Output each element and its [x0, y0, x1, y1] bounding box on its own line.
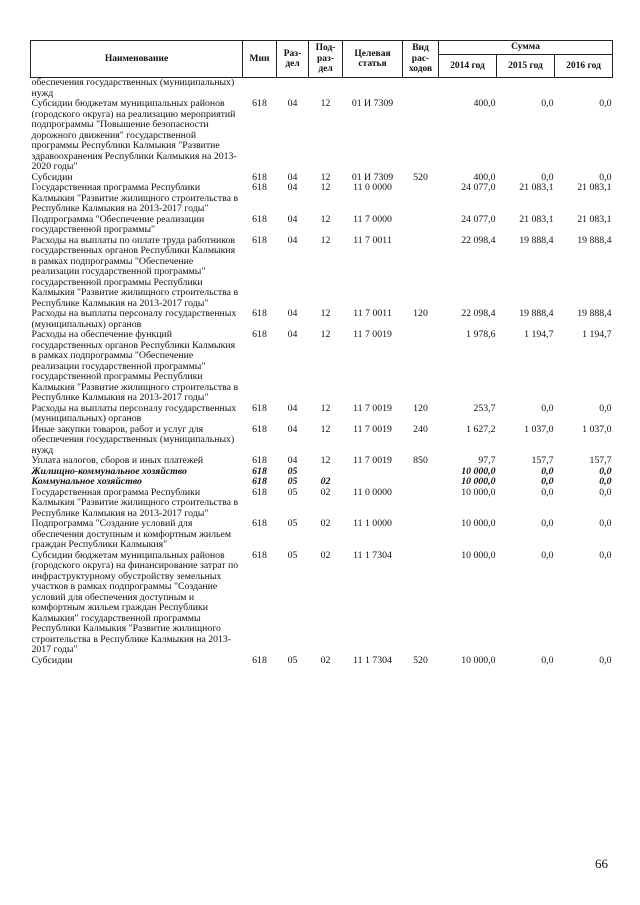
budget-table [30, 40, 613, 666]
row-vid [403, 488, 439, 520]
row-name: Субсидии бюджетам муниципальных районов (городского округа) на финансирование затрат по инфраструктурному обустройству земельных участков в рамках подпрограммы "Создание условий для обеспечения доступным и комфортным жильем граждан Республики Калмыкия" государственной программы Республики Калмыкия "Развитие жилищного строительства в Республике Калмыкия на 2013-2017 годы" [31, 549, 239, 655]
row-sum-2016: 0,0 [599, 98, 612, 109]
row-vid [403, 330, 439, 404]
row-target [343, 467, 403, 478]
row-sum-2016: 21 083,1 [577, 182, 612, 193]
row-name: Государственная программа Республики Калмыкия "Развитие жилищного строительства в Республике Калмыкия на 2013-2017 годы" [31, 486, 239, 519]
row-sum-2014: 22 098,4 [461, 234, 496, 246]
row-min: 618 [252, 654, 267, 666]
row-podrazdel: 12 [320, 234, 331, 246]
row-vid: 850 [413, 455, 428, 466]
row-razdel: 04 [287, 308, 298, 319]
row-razdel: 04 [287, 455, 298, 466]
row-sum-2015: 19 888,4 [519, 308, 554, 319]
row-name: Подпрограмма "Создание условий для обеспечения доступным и комфортным жильем граждан Республики Калмыкия" [31, 518, 232, 550]
table-row [31, 183, 613, 215]
row-sum-2016: 1 037,0 [582, 423, 612, 435]
row-podrazdel: 12 [320, 213, 331, 225]
row-vid: 520 [413, 654, 428, 666]
col-header-podrazdel: Под- раз- дел [309, 41, 343, 78]
row-sum-2014: 400,0 [473, 171, 496, 183]
table-row [31, 488, 613, 520]
row-sum-2014: 10 000,0 [461, 486, 496, 498]
row-sum-2016: 157,7 [589, 455, 612, 466]
row-sum-2016: 0,0 [599, 476, 612, 487]
col-header-razdel: Раз- дел [277, 41, 309, 78]
row-sum-2015: 1 037,0 [524, 423, 554, 435]
row-sum-2014: 10 000,0 [461, 465, 496, 477]
row-sum-2016: 0,0 [599, 171, 612, 183]
row-sum-2016 [555, 78, 613, 100]
row-name: Государственная программа Республики Калмыкия "Развитие жилищного строительства в Республике Калмыкия на 2013-2017 годы" [31, 182, 239, 214]
row-target: 11 7 0000 [353, 213, 392, 225]
row-target: 01 И 7309 [351, 171, 394, 183]
col-header-2015: 2015 год [497, 55, 555, 78]
row-sum-2016: 19 888,4 [577, 234, 612, 246]
row-min: 618 [252, 98, 267, 109]
row-sum-2016: 0,0 [599, 486, 612, 498]
row-vid [403, 78, 439, 100]
row-target: 11 0 0000 [353, 182, 392, 193]
row-min: 618 [252, 182, 267, 193]
row-razdel: 04 [287, 402, 298, 414]
row-name: Субсидии бюджетам муниципальных районов (городского округа) на реализацию мероприятий подпрограммы "Повышение безопасности дорожного движения" государственной программы Республики Калмыкия "Развитие здравоохранения Республики Калмыкия на 2013-2020 годы" [31, 98, 237, 172]
row-name: Субсидии [31, 654, 73, 666]
row-sum-2014: 400,0 [473, 98, 496, 109]
row-podrazdel: 12 [320, 329, 331, 340]
table-body [31, 78, 613, 667]
row-name: Жилищно-коммунальное хозяйство [31, 465, 187, 477]
row-target: 11 7 0011 [353, 308, 392, 319]
col-header-vid: Вид рас- ходов [403, 41, 439, 78]
row-sum-2016: 0,0 [599, 654, 612, 666]
table-row [31, 477, 613, 488]
row-name: Расходы на выплаты персоналу государственных (муниципальных) органов [31, 402, 237, 424]
row-razdel: 05 [287, 549, 298, 561]
row-podrazdel: 12 [320, 171, 331, 183]
row-target: 01 И 7309 [351, 98, 394, 109]
row-sum-2015: 0,0 [541, 98, 554, 109]
row-podrazdel: 02 [320, 654, 331, 666]
row-podrazdel: 12 [320, 455, 331, 466]
col-header-min: Мин [243, 41, 277, 78]
row-podrazdel: 02 [320, 486, 331, 498]
row-min: 618 [252, 402, 267, 414]
row-vid: 240 [413, 423, 428, 435]
row-target: 11 1 0000 [353, 518, 392, 529]
row-min: 618 [252, 518, 267, 529]
row-target: 11 1 7304 [353, 654, 392, 666]
row-sum-2014 [439, 78, 497, 100]
row-sum-2016: 21 083,1 [577, 213, 612, 225]
row-min: 618 [252, 329, 267, 340]
row-sum-2014: 10 000,0 [461, 549, 496, 561]
row-name: Расходы на выплаты по оплате труда работников государственных органов Республики Калмыкия в рамках подпрограммы "Обеспечение реализации государственной программы" государственной программы Республики Калмыкия "Развитие жилищного строительства в Республике Калмыкия на 2013-2017 годы" [31, 234, 239, 309]
row-sum-2014: 24 077,0 [461, 213, 496, 225]
row-sum-2014: 10 000,0 [461, 654, 496, 666]
row-razdel: 05 [287, 486, 298, 498]
col-header-sum: Сумма [439, 41, 613, 55]
row-sum-2014: 22 098,4 [461, 308, 496, 319]
row-sum-2014: 1 978,6 [466, 329, 496, 340]
row-sum-2014: 253,7 [473, 402, 496, 414]
row-podrazdel: 02 [320, 549, 331, 561]
row-podrazdel: 12 [320, 182, 331, 193]
row-name: Уплата налогов, сборов и иных платежей [31, 455, 204, 466]
table-row [31, 519, 613, 551]
row-target: 11 7 0019 [353, 423, 392, 435]
row-target [343, 477, 403, 488]
row-min: 618 [252, 308, 267, 319]
page-number: 66 [595, 856, 608, 871]
row-target: 11 7 0011 [353, 234, 392, 246]
row-razdel: 04 [287, 171, 298, 183]
row-sum-2015: 157,7 [531, 455, 554, 466]
row-sum-2016: 1 194,7 [582, 329, 612, 340]
row-min: 618 [252, 455, 267, 466]
table-row [31, 78, 613, 100]
row-podrazdel: 12 [320, 423, 331, 435]
row-podrazdel [309, 78, 343, 100]
row-name: обеспечения государственных (муниципальных) нужд [31, 77, 235, 99]
row-vid [403, 551, 439, 656]
row-vid: 120 [413, 308, 428, 319]
row-sum-2015: 0,0 [541, 549, 554, 561]
row-sum-2015: 0,0 [541, 654, 554, 666]
table-row [31, 309, 613, 330]
row-name: Коммунальное хозяйство [31, 476, 142, 487]
row-sum-2015: 0,0 [541, 171, 554, 183]
row-podrazdel: 12 [320, 308, 331, 319]
row-vid: 520 [413, 171, 428, 183]
row-sum-2014: 10 000,0 [461, 476, 496, 487]
col-header-2016: 2016 год [555, 55, 613, 78]
row-razdel: 04 [287, 234, 298, 246]
row-name: Расходы на обеспечение функций государственных органов Республики Калмыкия в рамках подпрограммы "Обеспечение реализации государственной программы" государственной программы Республики Калмыкия "Развитие жилищного строительства в Республике Калмыкия на 2013-2017 годы" [31, 329, 239, 403]
row-sum-2015: 21 083,1 [519, 182, 554, 193]
row-name: Подпрограмма "Обеспечение реализации государственной программы" [31, 213, 205, 235]
row-sum-2015: 0,0 [541, 402, 554, 414]
row-vid: 120 [413, 402, 428, 414]
col-header-name: Наименование [31, 41, 243, 78]
row-name: Субсидии [31, 171, 73, 183]
table-row [31, 456, 613, 467]
row-min: 618 [252, 465, 267, 477]
row-target: 11 7 0019 [353, 329, 392, 340]
row-vid [403, 99, 439, 173]
row-vid [403, 236, 439, 310]
row-target: 11 0 0000 [353, 486, 392, 498]
row-podrazdel: 02 [320, 518, 331, 529]
table-row [31, 330, 613, 404]
row-target: 11 7 0019 [353, 402, 392, 414]
row-razdel: 05 [287, 476, 298, 487]
table-row [31, 99, 613, 173]
row-razdel: 05 [287, 465, 298, 477]
row-sum-2015: 0,0 [541, 486, 554, 498]
row-sum-2015: 0,0 [541, 518, 554, 529]
row-vid [403, 183, 439, 215]
row-min: 618 [252, 234, 267, 246]
col-header-target: Целевая статья [343, 41, 403, 78]
row-razdel [277, 78, 309, 100]
row-podrazdel: 12 [320, 402, 331, 414]
table-row [31, 236, 613, 310]
row-sum-2015: 19 888,4 [519, 234, 554, 246]
row-vid [403, 477, 439, 488]
table-row [31, 215, 613, 236]
col-header-2014: 2014 год [439, 55, 497, 78]
row-target: 11 1 7304 [353, 549, 392, 561]
row-sum-2016: 0,0 [599, 402, 612, 414]
row-sum-2016: 0,0 [599, 518, 612, 529]
row-razdel: 05 [287, 654, 298, 666]
row-sum-2015: 0,0 [541, 476, 554, 487]
row-razdel: 04 [287, 98, 298, 109]
row-vid [403, 215, 439, 236]
row-sum-2015: 21 083,1 [519, 213, 554, 225]
row-razdel: 04 [287, 329, 298, 340]
row-razdel: 04 [287, 423, 298, 435]
row-sum-2015: 0,0 [541, 465, 554, 477]
row-min: 618 [252, 171, 267, 183]
row-podrazdel: 12 [320, 98, 331, 109]
row-min: 618 [252, 423, 267, 435]
table-row [31, 425, 613, 457]
row-target [343, 78, 403, 100]
row-min: 618 [252, 486, 267, 498]
table-row [31, 404, 613, 425]
row-min [243, 78, 277, 100]
row-target: 11 7 0019 [353, 455, 392, 466]
row-razdel: 04 [287, 213, 298, 225]
row-sum-2016: 0,0 [599, 465, 612, 477]
row-sum-2015 [497, 78, 555, 100]
row-sum-2015: 1 194,7 [524, 329, 554, 340]
row-min: 618 [252, 213, 267, 225]
row-vid [403, 519, 439, 551]
row-min: 618 [252, 549, 267, 561]
row-podrazdel: 02 [320, 476, 331, 487]
row-name: Иные закупки товаров, работ и услуг для обеспечения государственных (муниципальных) нужд [31, 423, 235, 456]
row-sum-2014: 97,7 [478, 455, 496, 466]
row-sum-2014: 1 627,2 [466, 423, 496, 435]
row-vid [403, 467, 439, 478]
row-name: Расходы на выплаты персоналу государственных (муниципальных) органов [31, 308, 237, 330]
row-razdel: 05 [287, 518, 298, 529]
table-row [31, 656, 613, 667]
row-sum-2014: 24 077,0 [461, 182, 496, 193]
table-row [31, 551, 613, 656]
row-razdel: 04 [287, 182, 298, 193]
row-sum-2016: 0,0 [599, 549, 612, 561]
row-sum-2014: 10 000,0 [461, 518, 496, 529]
row-sum-2016: 19 888,4 [577, 308, 612, 319]
row-min: 618 [252, 476, 267, 487]
